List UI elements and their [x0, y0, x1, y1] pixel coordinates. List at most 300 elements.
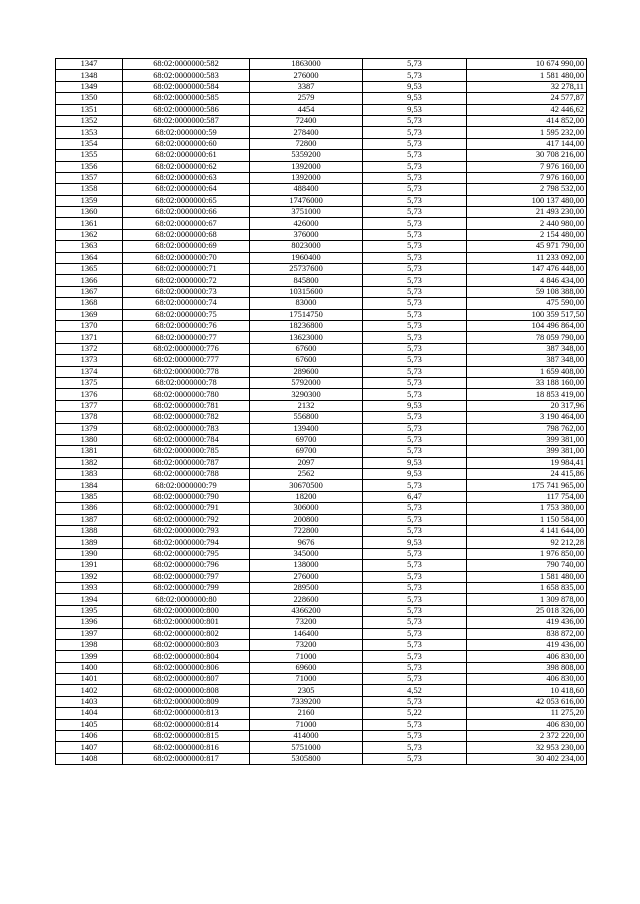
specific-value-cell: 5,73 — [363, 434, 467, 445]
cadastral-number-cell: 68:02:0000000:778 — [123, 366, 250, 377]
row-number-cell: 1392 — [56, 571, 123, 582]
specific-value-cell: 5,73 — [363, 309, 467, 320]
row-number-cell: 1356 — [56, 161, 123, 172]
cadastral-value-cell: 147 476 448,00 — [467, 264, 587, 275]
row-number-cell: 1374 — [56, 366, 123, 377]
cadastral-value-cell: 7 976 160,00 — [467, 172, 587, 183]
area-cell: 17476000 — [250, 195, 363, 206]
table-row — [56, 560, 587, 571]
specific-value-cell: 5,73 — [363, 264, 467, 275]
specific-value-cell: 4,52 — [363, 685, 467, 696]
cadastral-value-cell: 25 018 326,00 — [467, 605, 587, 616]
row-number-cell: 1349 — [56, 81, 123, 92]
area-cell: 73200 — [250, 617, 363, 628]
row-number-cell: 1347 — [56, 59, 123, 70]
row-number-cell: 1353 — [56, 127, 123, 138]
row-number-cell: 1398 — [56, 639, 123, 650]
table-row — [56, 298, 587, 309]
cadastral-value-cell: 406 830,00 — [467, 719, 587, 730]
table-row — [56, 742, 587, 753]
table-row — [56, 753, 587, 764]
area-cell: 289600 — [250, 366, 363, 377]
area-cell: 71000 — [250, 651, 363, 662]
row-number-cell: 1372 — [56, 343, 123, 354]
row-number-cell: 1350 — [56, 93, 123, 104]
row-number-cell: 1383 — [56, 469, 123, 480]
cadastral-value-cell: 4 846 434,00 — [467, 275, 587, 286]
cadastral-number-cell: 68:02:0000000:795 — [123, 548, 250, 559]
specific-value-cell: 5,73 — [363, 548, 467, 559]
specific-value-cell: 5,73 — [363, 731, 467, 742]
table-row — [56, 571, 587, 582]
row-number-cell: 1363 — [56, 241, 123, 252]
table-row — [56, 480, 587, 491]
table-row — [56, 594, 587, 605]
cadastral-value-cell: 838 872,00 — [467, 628, 587, 639]
area-cell: 376000 — [250, 229, 363, 240]
specific-value-cell: 5,73 — [363, 582, 467, 593]
table-row — [56, 537, 587, 548]
cadastral-number-cell: 68:02:0000000:792 — [123, 514, 250, 525]
table-row — [56, 662, 587, 673]
cadastral-value-cell: 32 953 230,00 — [467, 742, 587, 753]
cadastral-number-cell: 68:02:0000000:585 — [123, 93, 250, 104]
cadastral-value-cell: 1 976 850,00 — [467, 548, 587, 559]
cadastral-value-cell: 30 402 234,00 — [467, 753, 587, 764]
table-row — [56, 389, 587, 400]
cadastral-value-cell: 1 581 480,00 — [467, 70, 587, 81]
table-row — [56, 400, 587, 411]
row-number-cell: 1364 — [56, 252, 123, 263]
row-number-cell: 1369 — [56, 309, 123, 320]
table-row — [56, 491, 587, 502]
table-row — [56, 548, 587, 559]
table-row — [56, 685, 587, 696]
area-cell: 426000 — [250, 218, 363, 229]
specific-value-cell: 5,73 — [363, 70, 467, 81]
row-number-cell: 1395 — [56, 605, 123, 616]
cadastral-value-cell: 399 381,00 — [467, 434, 587, 445]
cadastral-value-cell: 7 976 160,00 — [467, 161, 587, 172]
cadastral-number-cell: 68:02:0000000:804 — [123, 651, 250, 662]
specific-value-cell: 5,73 — [363, 651, 467, 662]
cadastral-number-cell: 68:02:0000000:65 — [123, 195, 250, 206]
row-number-cell: 1375 — [56, 377, 123, 388]
cadastral-number-cell: 68:02:0000000:79 — [123, 480, 250, 491]
area-cell: 1960400 — [250, 252, 363, 263]
row-number-cell: 1357 — [56, 172, 123, 183]
cadastral-number-cell: 68:02:0000000:68 — [123, 229, 250, 240]
specific-value-cell: 5,73 — [363, 332, 467, 343]
cadastral-number-cell: 68:02:0000000:69 — [123, 241, 250, 252]
cadastral-number-cell: 68:02:0000000:809 — [123, 696, 250, 707]
row-number-cell: 1361 — [56, 218, 123, 229]
row-number-cell: 1382 — [56, 457, 123, 468]
cadastral-number-cell: 68:02:0000000:802 — [123, 628, 250, 639]
row-number-cell: 1399 — [56, 651, 123, 662]
row-number-cell: 1391 — [56, 560, 123, 571]
row-number-cell: 1367 — [56, 286, 123, 297]
cadastral-value-cell: 4 141 644,00 — [467, 526, 587, 537]
row-number-cell: 1385 — [56, 491, 123, 502]
row-number-cell: 1373 — [56, 355, 123, 366]
cadastral-number-cell: 68:02:0000000:791 — [123, 503, 250, 514]
cadastral-value-cell: 19 984,41 — [467, 457, 587, 468]
cadastral-value-table — [55, 58, 587, 765]
area-cell: 5359200 — [250, 150, 363, 161]
table-row — [56, 514, 587, 525]
area-cell: 13623000 — [250, 332, 363, 343]
table-row — [56, 104, 587, 115]
cadastral-number-cell: 68:02:0000000:64 — [123, 184, 250, 195]
cadastral-number-cell: 68:02:0000000:814 — [123, 719, 250, 730]
cadastral-value-cell: 18 853 419,00 — [467, 389, 587, 400]
row-number-cell: 1371 — [56, 332, 123, 343]
table-row — [56, 651, 587, 662]
table-row — [56, 628, 587, 639]
table-row — [56, 366, 587, 377]
table-row — [56, 184, 587, 195]
table-row — [56, 161, 587, 172]
table-row — [56, 286, 587, 297]
specific-value-cell: 5,73 — [363, 753, 467, 764]
area-cell: 2132 — [250, 400, 363, 411]
area-cell: 5792000 — [250, 377, 363, 388]
area-cell: 3290300 — [250, 389, 363, 400]
cadastral-value-cell: 419 436,00 — [467, 617, 587, 628]
row-number-cell: 1358 — [56, 184, 123, 195]
cadastral-value-cell: 59 108 388,00 — [467, 286, 587, 297]
row-number-cell: 1368 — [56, 298, 123, 309]
cadastral-number-cell: 68:02:0000000:777 — [123, 355, 250, 366]
area-cell: 488400 — [250, 184, 363, 195]
area-cell: 30670500 — [250, 480, 363, 491]
cadastral-value-cell: 20 317,96 — [467, 400, 587, 411]
row-number-cell: 1379 — [56, 423, 123, 434]
cadastral-value-cell: 100 359 517,50 — [467, 309, 587, 320]
specific-value-cell: 5,73 — [363, 127, 467, 138]
specific-value-cell: 5,73 — [363, 594, 467, 605]
specific-value-cell: 5,73 — [363, 275, 467, 286]
area-cell: 5305800 — [250, 753, 363, 764]
row-number-cell: 1376 — [56, 389, 123, 400]
area-cell: 2160 — [250, 708, 363, 719]
cadastral-value-cell: 1 581 480,00 — [467, 571, 587, 582]
area-cell: 1863000 — [250, 59, 363, 70]
cadastral-value-cell: 45 971 790,00 — [467, 241, 587, 252]
table-row — [56, 172, 587, 183]
cadastral-number-cell: 68:02:0000000:799 — [123, 582, 250, 593]
table-row — [56, 423, 587, 434]
cadastral-value-cell: 475 590,00 — [467, 298, 587, 309]
cadastral-number-cell: 68:02:0000000:808 — [123, 685, 250, 696]
table-row — [56, 719, 587, 730]
table-row — [56, 434, 587, 445]
specific-value-cell: 5,73 — [363, 514, 467, 525]
area-cell: 556800 — [250, 412, 363, 423]
specific-value-cell: 5,73 — [363, 343, 467, 354]
cadastral-number-cell: 68:02:0000000:75 — [123, 309, 250, 320]
table-row — [56, 309, 587, 320]
row-number-cell: 1352 — [56, 115, 123, 126]
cadastral-number-cell: 68:02:0000000:783 — [123, 423, 250, 434]
cadastral-number-cell: 68:02:0000000:61 — [123, 150, 250, 161]
cadastral-value-cell: 42 446,62 — [467, 104, 587, 115]
cadastral-number-cell: 68:02:0000000:816 — [123, 742, 250, 753]
cadastral-value-cell: 32 278,11 — [467, 81, 587, 92]
row-number-cell: 1406 — [56, 731, 123, 742]
row-number-cell: 1387 — [56, 514, 123, 525]
cadastral-value-cell: 24 415,86 — [467, 469, 587, 480]
cadastral-number-cell: 68:02:0000000:59 — [123, 127, 250, 138]
row-number-cell: 1380 — [56, 434, 123, 445]
table-row — [56, 526, 587, 537]
area-cell: 345000 — [250, 548, 363, 559]
area-cell: 83000 — [250, 298, 363, 309]
area-cell: 414000 — [250, 731, 363, 742]
row-number-cell: 1355 — [56, 150, 123, 161]
cadastral-number-cell: 68:02:0000000:785 — [123, 446, 250, 457]
cadastral-number-cell: 68:02:0000000:77 — [123, 332, 250, 343]
cadastral-number-cell: 68:02:0000000:776 — [123, 343, 250, 354]
cadastral-number-cell: 68:02:0000000:788 — [123, 469, 250, 480]
specific-value-cell: 5,73 — [363, 480, 467, 491]
row-number-cell: 1351 — [56, 104, 123, 115]
cadastral-number-cell: 68:02:0000000:66 — [123, 207, 250, 218]
table-row — [56, 377, 587, 388]
table-row — [56, 264, 587, 275]
row-number-cell: 1388 — [56, 526, 123, 537]
cadastral-value-cell: 3 190 464,00 — [467, 412, 587, 423]
area-cell: 722800 — [250, 526, 363, 537]
row-number-cell: 1408 — [56, 753, 123, 764]
cadastral-value-cell: 78 059 790,00 — [467, 332, 587, 343]
table-row — [56, 412, 587, 423]
specific-value-cell: 5,73 — [363, 377, 467, 388]
cadastral-number-cell: 68:02:0000000:62 — [123, 161, 250, 172]
table-row — [56, 195, 587, 206]
cadastral-number-cell: 68:02:0000000:76 — [123, 320, 250, 331]
cadastral-number-cell: 68:02:0000000:73 — [123, 286, 250, 297]
area-cell: 4366200 — [250, 605, 363, 616]
cadastral-value-cell: 406 830,00 — [467, 651, 587, 662]
table-row — [56, 639, 587, 650]
cadastral-value-cell: 387 348,00 — [467, 355, 587, 366]
cadastral-value-cell: 11 233 092,00 — [467, 252, 587, 263]
table-row — [56, 115, 587, 126]
cadastral-number-cell: 68:02:0000000:817 — [123, 753, 250, 764]
table-row — [56, 503, 587, 514]
cadastral-value-cell: 798 762,00 — [467, 423, 587, 434]
specific-value-cell: 5,73 — [363, 719, 467, 730]
cadastral-number-cell: 68:02:0000000:60 — [123, 138, 250, 149]
area-cell: 67600 — [250, 343, 363, 354]
area-cell: 1392000 — [250, 172, 363, 183]
specific-value-cell: 5,73 — [363, 286, 467, 297]
area-cell: 69600 — [250, 662, 363, 673]
cadastral-value-cell: 1 658 835,00 — [467, 582, 587, 593]
table-row — [56, 332, 587, 343]
row-number-cell: 1402 — [56, 685, 123, 696]
area-cell: 2562 — [250, 469, 363, 480]
cadastral-number-cell: 68:02:0000000:78 — [123, 377, 250, 388]
table-row — [56, 696, 587, 707]
table-row — [56, 241, 587, 252]
table-row — [56, 605, 587, 616]
area-cell: 1392000 — [250, 161, 363, 172]
area-cell: 7339200 — [250, 696, 363, 707]
table-row — [56, 127, 587, 138]
specific-value-cell: 5,73 — [363, 628, 467, 639]
specific-value-cell: 5,73 — [363, 617, 467, 628]
row-number-cell: 1359 — [56, 195, 123, 206]
cadastral-number-cell: 68:02:0000000:780 — [123, 389, 250, 400]
table-row — [56, 252, 587, 263]
row-number-cell: 1394 — [56, 594, 123, 605]
specific-value-cell: 5,73 — [363, 446, 467, 457]
cadastral-number-cell: 68:02:0000000:587 — [123, 115, 250, 126]
cadastral-value-cell: 1 659 408,00 — [467, 366, 587, 377]
specific-value-cell: 5,73 — [363, 138, 467, 149]
cadastral-number-cell: 68:02:0000000:63 — [123, 172, 250, 183]
area-cell: 71000 — [250, 719, 363, 730]
table-row — [56, 457, 587, 468]
specific-value-cell: 5,73 — [363, 674, 467, 685]
area-cell: 69700 — [250, 434, 363, 445]
area-cell: 2305 — [250, 685, 363, 696]
area-cell: 69700 — [250, 446, 363, 457]
specific-value-cell: 9,53 — [363, 93, 467, 104]
row-number-cell: 1366 — [56, 275, 123, 286]
area-cell: 9676 — [250, 537, 363, 548]
area-cell: 3387 — [250, 81, 363, 92]
specific-value-cell: 5,73 — [363, 241, 467, 252]
table-row — [56, 138, 587, 149]
specific-value-cell: 5,73 — [363, 639, 467, 650]
specific-value-cell: 5,73 — [363, 218, 467, 229]
table-row — [56, 229, 587, 240]
cadastral-number-cell: 68:02:0000000:72 — [123, 275, 250, 286]
specific-value-cell: 5,73 — [363, 389, 467, 400]
area-cell: 228600 — [250, 594, 363, 605]
table-row — [56, 93, 587, 104]
area-cell: 72800 — [250, 138, 363, 149]
cadastral-value-cell: 2 798 532,00 — [467, 184, 587, 195]
row-number-cell: 1381 — [56, 446, 123, 457]
cadastral-value-cell: 419 436,00 — [467, 639, 587, 650]
cadastral-number-cell: 68:02:0000000:800 — [123, 605, 250, 616]
specific-value-cell: 5,73 — [363, 161, 467, 172]
table-row — [56, 617, 587, 628]
cadastral-number-cell: 68:02:0000000:813 — [123, 708, 250, 719]
area-cell: 25737600 — [250, 264, 363, 275]
row-number-cell: 1362 — [56, 229, 123, 240]
area-cell: 5751000 — [250, 742, 363, 753]
row-number-cell: 1389 — [56, 537, 123, 548]
row-number-cell: 1354 — [56, 138, 123, 149]
cadastral-value-cell: 21 493 230,00 — [467, 207, 587, 218]
cadastral-value-cell: 30 708 216,00 — [467, 150, 587, 161]
table-row — [56, 674, 587, 685]
cadastral-value-cell: 2 154 480,00 — [467, 229, 587, 240]
specific-value-cell: 5,73 — [363, 423, 467, 434]
specific-value-cell: 5,73 — [363, 526, 467, 537]
table-row — [56, 150, 587, 161]
row-number-cell: 1378 — [56, 412, 123, 423]
cadastral-number-cell: 68:02:0000000:71 — [123, 264, 250, 275]
table-row — [56, 207, 587, 218]
area-cell: 200800 — [250, 514, 363, 525]
cadastral-value-cell: 417 144,00 — [467, 138, 587, 149]
area-cell: 139400 — [250, 423, 363, 434]
specific-value-cell: 5,73 — [363, 59, 467, 70]
cadastral-value-cell: 175 741 965,00 — [467, 480, 587, 491]
cadastral-value-cell: 104 496 864,00 — [467, 320, 587, 331]
area-cell: 17514750 — [250, 309, 363, 320]
row-number-cell: 1403 — [56, 696, 123, 707]
cadastral-number-cell: 68:02:0000000:583 — [123, 70, 250, 81]
specific-value-cell: 9,53 — [363, 537, 467, 548]
row-number-cell: 1370 — [56, 320, 123, 331]
area-cell: 18236800 — [250, 320, 363, 331]
area-cell: 2097 — [250, 457, 363, 468]
area-cell: 73200 — [250, 639, 363, 650]
table-row — [56, 70, 587, 81]
cadastral-value-cell: 24 577,87 — [467, 93, 587, 104]
table-row — [56, 355, 587, 366]
area-cell: 276000 — [250, 70, 363, 81]
row-number-cell: 1393 — [56, 582, 123, 593]
specific-value-cell: 9,53 — [363, 457, 467, 468]
cadastral-number-cell: 68:02:0000000:803 — [123, 639, 250, 650]
specific-value-cell: 5,22 — [363, 708, 467, 719]
specific-value-cell: 5,73 — [363, 184, 467, 195]
table-body — [56, 59, 587, 765]
cadastral-number-cell: 68:02:0000000:815 — [123, 731, 250, 742]
area-cell: 306000 — [250, 503, 363, 514]
area-cell: 146400 — [250, 628, 363, 639]
cadastral-value-cell: 1 595 232,00 — [467, 127, 587, 138]
area-cell: 845800 — [250, 275, 363, 286]
specific-value-cell: 5,73 — [363, 320, 467, 331]
specific-value-cell: 5,73 — [363, 696, 467, 707]
area-cell: 289500 — [250, 582, 363, 593]
cadastral-number-cell: 68:02:0000000:586 — [123, 104, 250, 115]
table-row — [56, 731, 587, 742]
area-cell: 18200 — [250, 491, 363, 502]
area-cell: 276000 — [250, 571, 363, 582]
row-number-cell: 1348 — [56, 70, 123, 81]
row-number-cell: 1405 — [56, 719, 123, 730]
area-cell: 278400 — [250, 127, 363, 138]
row-number-cell: 1400 — [56, 662, 123, 673]
cadastral-value-cell: 117 754,00 — [467, 491, 587, 502]
specific-value-cell: 5,73 — [363, 662, 467, 673]
specific-value-cell: 5,73 — [363, 207, 467, 218]
specific-value-cell: 9,53 — [363, 400, 467, 411]
row-number-cell: 1396 — [56, 617, 123, 628]
row-number-cell: 1397 — [56, 628, 123, 639]
row-number-cell: 1377 — [56, 400, 123, 411]
table-row — [56, 582, 587, 593]
cadastral-value-cell: 2 372 220,00 — [467, 731, 587, 742]
cadastral-value-cell: 2 440 980,00 — [467, 218, 587, 229]
cadastral-number-cell: 68:02:0000000:793 — [123, 526, 250, 537]
specific-value-cell: 5,73 — [363, 412, 467, 423]
specific-value-cell: 9,53 — [363, 469, 467, 480]
specific-value-cell: 5,73 — [363, 560, 467, 571]
cadastral-number-cell: 68:02:0000000:80 — [123, 594, 250, 605]
